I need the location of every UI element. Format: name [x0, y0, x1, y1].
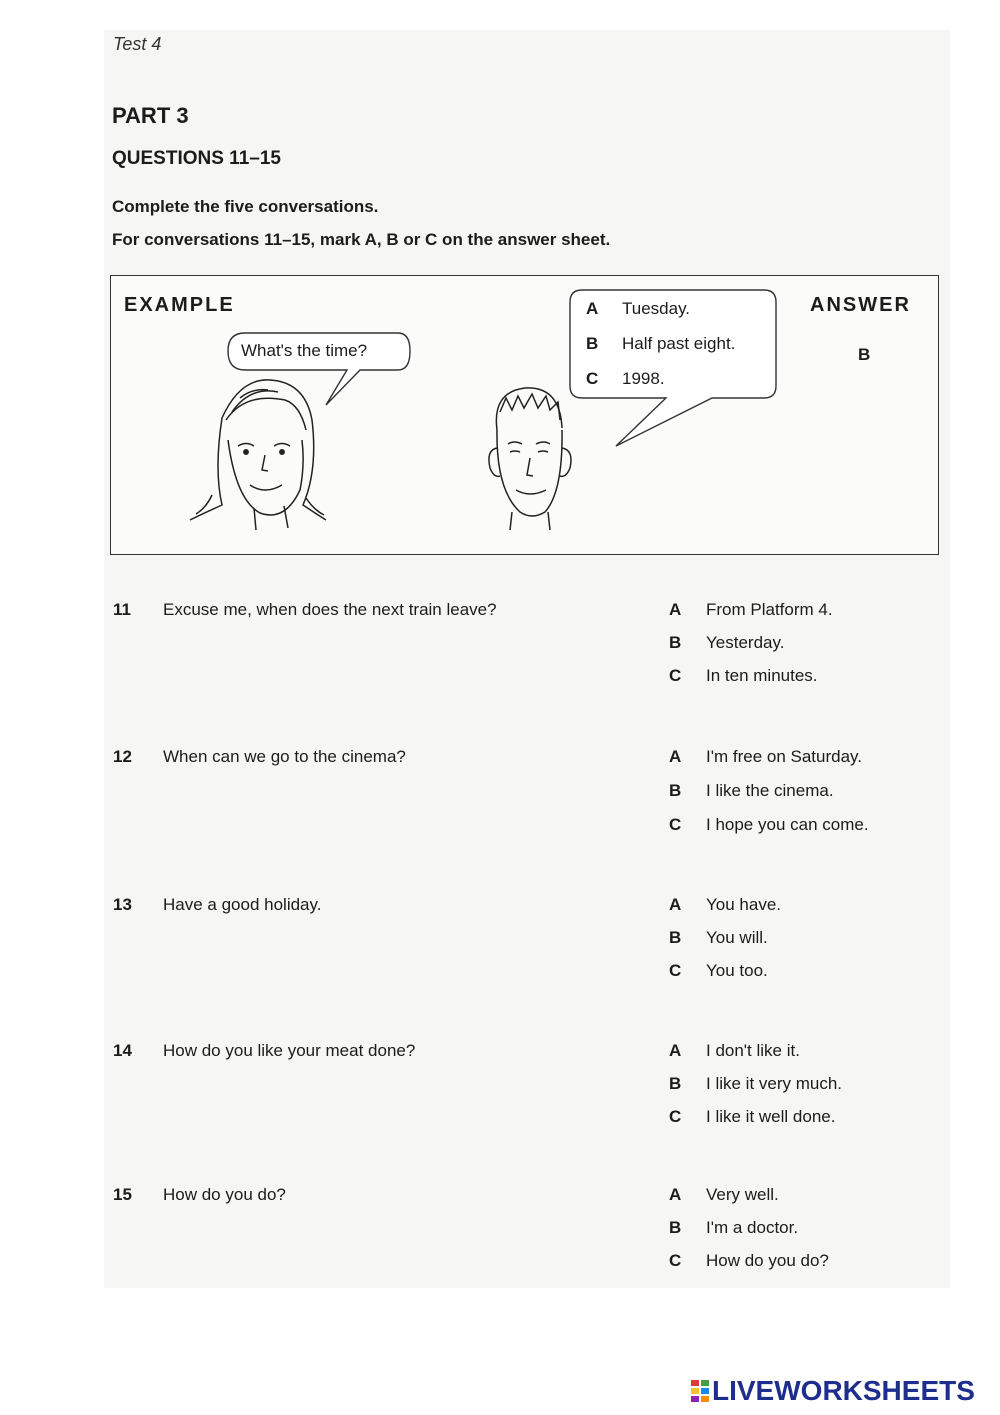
option-letter[interactable]: B: [669, 633, 682, 652]
option-text[interactable]: From Platform 4.: [706, 600, 833, 619]
option-letter[interactable]: A: [669, 895, 682, 914]
option-text[interactable]: I hope you can come.: [706, 815, 869, 834]
question-number: 11: [113, 600, 131, 619]
option-text[interactable]: You will.: [706, 928, 768, 947]
option-text[interactable]: Very well.: [706, 1185, 779, 1204]
option-text[interactable]: I'm free on Saturday.: [706, 747, 863, 766]
question-text: Excuse me, when does the next train leave?: [163, 600, 497, 619]
option-letter[interactable]: C: [669, 815, 682, 834]
option-text[interactable]: I like it well done.: [706, 1107, 836, 1126]
question-number: 14: [113, 1041, 132, 1060]
questions-range: QUESTIONS 11–15: [112, 148, 281, 169]
option-text[interactable]: You have.: [706, 895, 781, 914]
option-text[interactable]: In ten minutes.: [706, 666, 818, 685]
question-text: Have a good holiday.: [163, 895, 322, 914]
option-text[interactable]: I don't like it.: [706, 1041, 800, 1060]
option-text[interactable]: I'm a doctor.: [706, 1218, 799, 1237]
test-label: Test 4: [113, 34, 162, 54]
logo-text: LIVEWORKSHEETS: [712, 1375, 975, 1406]
option-letter[interactable]: B: [669, 928, 682, 947]
option-text[interactable]: I like the cinema.: [706, 781, 834, 800]
question-text: When can we go to the cinema?: [163, 747, 406, 766]
option-text[interactable]: You too.: [706, 961, 768, 980]
question-number: 12: [113, 747, 132, 766]
answer-value: B: [858, 345, 871, 364]
option-letter[interactable]: B: [669, 781, 682, 800]
instruction-1: Complete the five conversations.: [112, 197, 379, 216]
liveworksheets-logo[interactable]: [690, 1375, 975, 1407]
example-option-letter: A: [586, 299, 599, 318]
option-text[interactable]: How do you do?: [706, 1251, 829, 1270]
instruction-2: For conversations 11–15, mark A, B or C on the answer sheet.: [112, 230, 611, 249]
example-option-text: Half past eight.: [622, 334, 736, 353]
example-option-text: Tuesday.: [622, 299, 691, 318]
part-title: PART 3: [112, 103, 189, 128]
option-letter[interactable]: B: [669, 1074, 682, 1093]
boy-face-drawing: [489, 388, 571, 530]
option-letter[interactable]: C: [669, 1107, 682, 1126]
option-letter[interactable]: C: [669, 666, 682, 685]
option-letter[interactable]: B: [669, 1218, 682, 1237]
example-option-text: 1998.: [622, 369, 665, 388]
liveworksheets-logo-icon: [690, 1379, 710, 1403]
option-letter[interactable]: A: [669, 1041, 682, 1060]
woman-face-drawing: [190, 380, 326, 530]
option-letter[interactable]: A: [669, 600, 682, 619]
option-letter[interactable]: A: [669, 1185, 682, 1204]
question-number: 15: [113, 1185, 132, 1204]
question-text: How do you like your meat done?: [163, 1041, 416, 1060]
option-text[interactable]: I like it very much.: [706, 1074, 843, 1093]
example-option-letter: B: [586, 334, 599, 353]
question-number: 13: [113, 895, 132, 914]
option-letter[interactable]: C: [669, 1251, 682, 1270]
example-title: EXAMPLE: [124, 294, 235, 316]
example-option-letter: C: [586, 369, 599, 388]
option-text[interactable]: Yesterday.: [706, 633, 785, 652]
example-speech-text: What's the time?: [241, 341, 368, 360]
answer-title: ANSWER: [810, 294, 911, 316]
option-letter[interactable]: A: [669, 747, 682, 766]
question-text: How do you do?: [163, 1185, 286, 1204]
option-letter[interactable]: C: [669, 961, 682, 980]
